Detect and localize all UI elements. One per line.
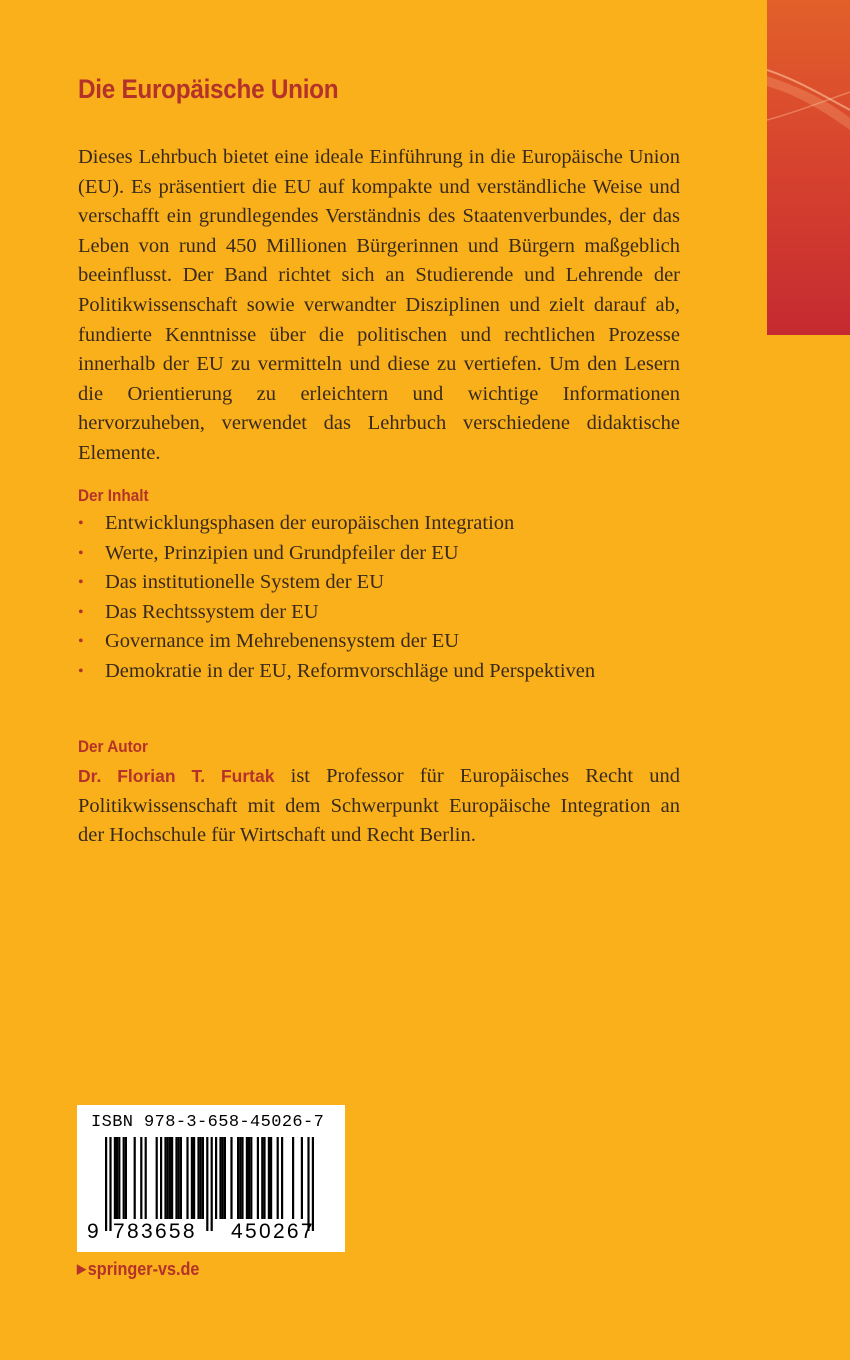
barcode-bar <box>239 1137 241 1219</box>
barcode-bar <box>175 1137 177 1219</box>
bullet-icon: • <box>78 603 84 621</box>
list-item: • Das institutionelle System der EU <box>78 568 680 598</box>
barcode-bar <box>241 1137 243 1219</box>
barcode-bar <box>268 1137 270 1219</box>
publisher-website[interactable]: ▶ springer-vs.de <box>77 1259 200 1279</box>
bullet-icon: • <box>78 515 84 532</box>
author-heading: Der Autor <box>78 737 148 756</box>
cover-decoration <box>767 0 850 335</box>
barcode-bar <box>246 1137 248 1219</box>
barcode-bar <box>140 1137 142 1219</box>
ean-digits-right: 450267 <box>231 1220 315 1243</box>
list-item: • Demokratie in der EU, Reformvorschläge und Perspektiven <box>78 657 680 687</box>
barcode-bar <box>134 1137 136 1219</box>
list-item: • Das Rechtssystem der EU <box>78 598 680 628</box>
barcode-bar <box>109 1137 111 1231</box>
book-description: Dieses Lehrbuch bietet eine ideale Einführung in die Europäische Union (EU). Es präsentiert die EU auf kompakte und verständliche Weise und verschafft ein grundlegendes Verständnis des Staatenverbundes, der das Leben von rund 450 Millionen Bürgerinnen und Bürgern maßgeblich beeinflusst. Der Band richtet sich an Studierende und Lehrende der Politikwissenschaft sowie verwandter Disziplinen und zielt darauf ab, fundierte Kenntnisse über die politischen und rechtlichen Prozesse innerhalb der EU zu vermitteln und diese zu vertiefen. Um den Lesern die Orientierung zu erleichtern und wichtige Informationen hervorzuheben, verwendet das Lehrbuch verschiedene didaktische Elemente. <box>78 146 680 464</box>
barcode-bar <box>281 1137 283 1219</box>
bullet-icon: • <box>78 662 84 680</box>
barcode-bar <box>167 1137 169 1219</box>
triangle-right-icon: ▶ <box>77 1261 86 1276</box>
barcode-bar <box>215 1137 217 1219</box>
bullet-icon: • <box>78 574 84 592</box>
barcode-bar <box>118 1137 120 1219</box>
barcode-bar <box>222 1137 224 1219</box>
bullet-icon: • <box>78 544 84 562</box>
author-name: Dr. Florian T. Furtak <box>78 766 275 786</box>
barcode-bar <box>125 1137 127 1219</box>
barcode-bar <box>237 1137 239 1219</box>
barcode-bar <box>277 1137 279 1219</box>
barcode-bar <box>180 1137 182 1219</box>
list-item: • Governance im Mehrebenensystem der EU <box>78 627 680 657</box>
barcode-bar <box>261 1137 263 1219</box>
barcode-bar <box>230 1137 232 1219</box>
barcode-bar <box>250 1137 252 1219</box>
barcode-bar <box>312 1137 314 1231</box>
barcode-bar <box>116 1137 118 1219</box>
author-bio-text: ist Professor für Europäisches Recht und Politikwissenschaft mit dem Schwerpunkt Europäische Integration an der Hochschule für Wirtschaft und Recht Berlin. <box>78 765 680 847</box>
barcode-bar <box>248 1137 250 1219</box>
barcode-bar <box>211 1137 213 1231</box>
ean-digits-left: 783658 <box>113 1220 197 1243</box>
contents-list <box>78 509 680 687</box>
contents-heading: Der Inhalt <box>78 486 149 505</box>
barcode-bar <box>169 1137 171 1219</box>
barcode-bar <box>307 1137 309 1231</box>
ean-digit-first: 9 <box>87 1220 99 1243</box>
barcode-bar <box>219 1137 221 1219</box>
barcode-bar <box>224 1137 226 1219</box>
barcode-bar <box>193 1137 195 1219</box>
barcode-bar <box>197 1137 199 1219</box>
barcode-bar <box>178 1137 180 1219</box>
barcode-bar <box>263 1137 265 1219</box>
swoosh-graphic <box>767 0 850 335</box>
barcode-bar <box>145 1137 147 1219</box>
barcode-bar <box>105 1137 107 1231</box>
barcode-bar <box>200 1137 202 1219</box>
author-bio <box>78 762 680 851</box>
barcode-bar <box>156 1137 158 1219</box>
isbn-label: ISBN 978-3-658-45026-7 <box>91 1113 325 1132</box>
barcode-bar <box>202 1137 204 1219</box>
barcode-bar <box>171 1137 173 1219</box>
book-title: Die Europäische Union <box>78 74 339 104</box>
bullet-icon: • <box>78 633 84 651</box>
barcode-bar <box>292 1137 294 1219</box>
isbn-barcode <box>77 1105 345 1252</box>
barcode-bar <box>123 1137 125 1219</box>
barcode-bar <box>164 1137 166 1219</box>
barcode-bar <box>186 1137 188 1219</box>
barcode-bar <box>191 1137 193 1219</box>
barcode-bar <box>206 1137 208 1231</box>
barcode-bar <box>160 1137 162 1219</box>
barcode-bar <box>114 1137 116 1219</box>
barcode-bar <box>270 1137 272 1219</box>
barcode-bar <box>257 1137 259 1219</box>
barcode-bar <box>301 1137 303 1219</box>
list-item: • Entwicklungsphasen der europäischen Integration <box>78 509 680 539</box>
list-item: • Werte, Prinzipien und Grundpfeiler der EU <box>78 539 680 569</box>
